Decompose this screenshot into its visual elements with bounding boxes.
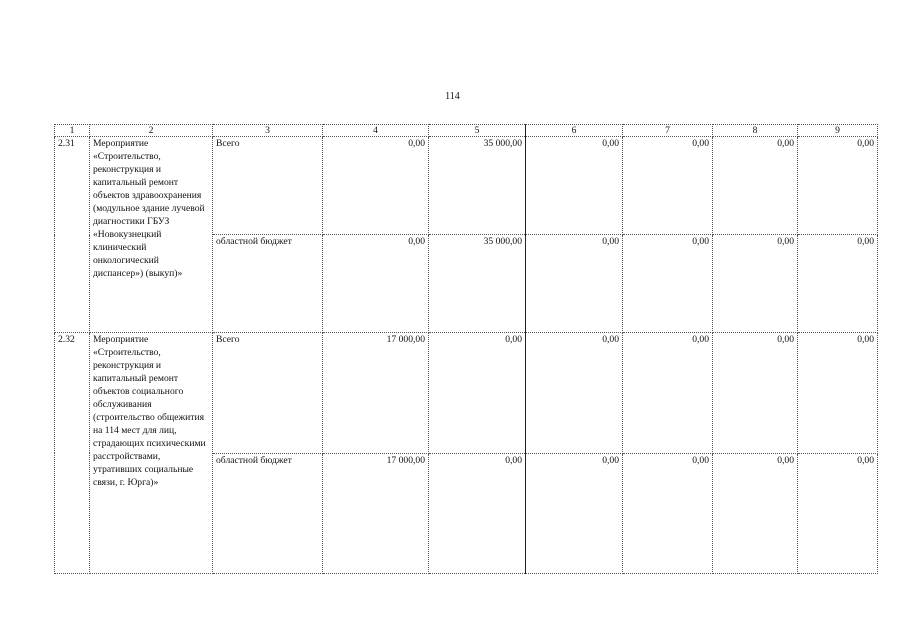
column-number-row	[55, 125, 878, 137]
value-cell: 0,00	[713, 453, 798, 574]
measure-name: Мероприятие «Строительство, реконструкция и капитальный ремонт объектов здравоохранения (модульное здание лучевой диагностики ГБУЗ «Новокузнецкий клинический онкологический диспансер») (выкуп)»	[90, 137, 213, 333]
value-cell: 0,00	[323, 235, 429, 333]
column-number: 3	[213, 125, 323, 137]
value-cell: 0,00	[429, 453, 526, 574]
value-cell: 17 000,00	[323, 333, 429, 454]
row-index: 2.31	[55, 137, 90, 333]
column-number: 2	[90, 125, 213, 137]
value-cell: 0,00	[798, 137, 878, 235]
funding-source: Всего	[213, 137, 323, 235]
value-cell: 0,00	[623, 333, 713, 454]
value-cell: 0,00	[526, 137, 623, 235]
value-cell: 0,00	[713, 137, 798, 235]
funding-source: Всего	[213, 333, 323, 454]
value-cell: 0,00	[323, 137, 429, 235]
column-number: 9	[798, 125, 878, 137]
table-row	[55, 333, 878, 454]
value-cell: 0,00	[623, 453, 713, 574]
column-number: 8	[713, 125, 798, 137]
value-cell: 0,00	[798, 235, 878, 333]
column-number: 4	[323, 125, 429, 137]
column-number: 7	[623, 125, 713, 137]
value-cell: 0,00	[713, 235, 798, 333]
value-cell: 0,00	[713, 333, 798, 454]
table-row	[55, 137, 878, 235]
value-cell: 0,00	[526, 453, 623, 574]
value-cell: 17 000,00	[323, 453, 429, 574]
value-cell: 35 000,00	[429, 137, 526, 235]
funding-source: областной бюджет	[213, 453, 323, 574]
value-cell: 0,00	[429, 333, 526, 454]
page-number: 114	[445, 91, 460, 102]
value-cell: 0,00	[526, 333, 623, 454]
column-number: 5	[429, 125, 526, 137]
value-cell: 0,00	[526, 235, 623, 333]
funding-source: областной бюджет	[213, 235, 323, 333]
value-cell: 0,00	[623, 235, 713, 333]
column-number: 1	[55, 125, 90, 137]
column-number: 6	[526, 125, 623, 137]
value-cell: 0,00	[798, 333, 878, 454]
value-cell: 0,00	[798, 453, 878, 574]
budget-table	[54, 124, 878, 574]
measure-name: Мероприятие «Строительство, реконструкция и капитальный ремонт объектов социального обслуживания (строительство общежития на 114 мест для лиц, страдающих психическими расстройствами, утративших социальные связи, г. Юрга)»	[90, 333, 213, 574]
row-index: 2.32	[55, 333, 90, 574]
value-cell: 0,00	[623, 137, 713, 235]
value-cell: 35 000,00	[429, 235, 526, 333]
